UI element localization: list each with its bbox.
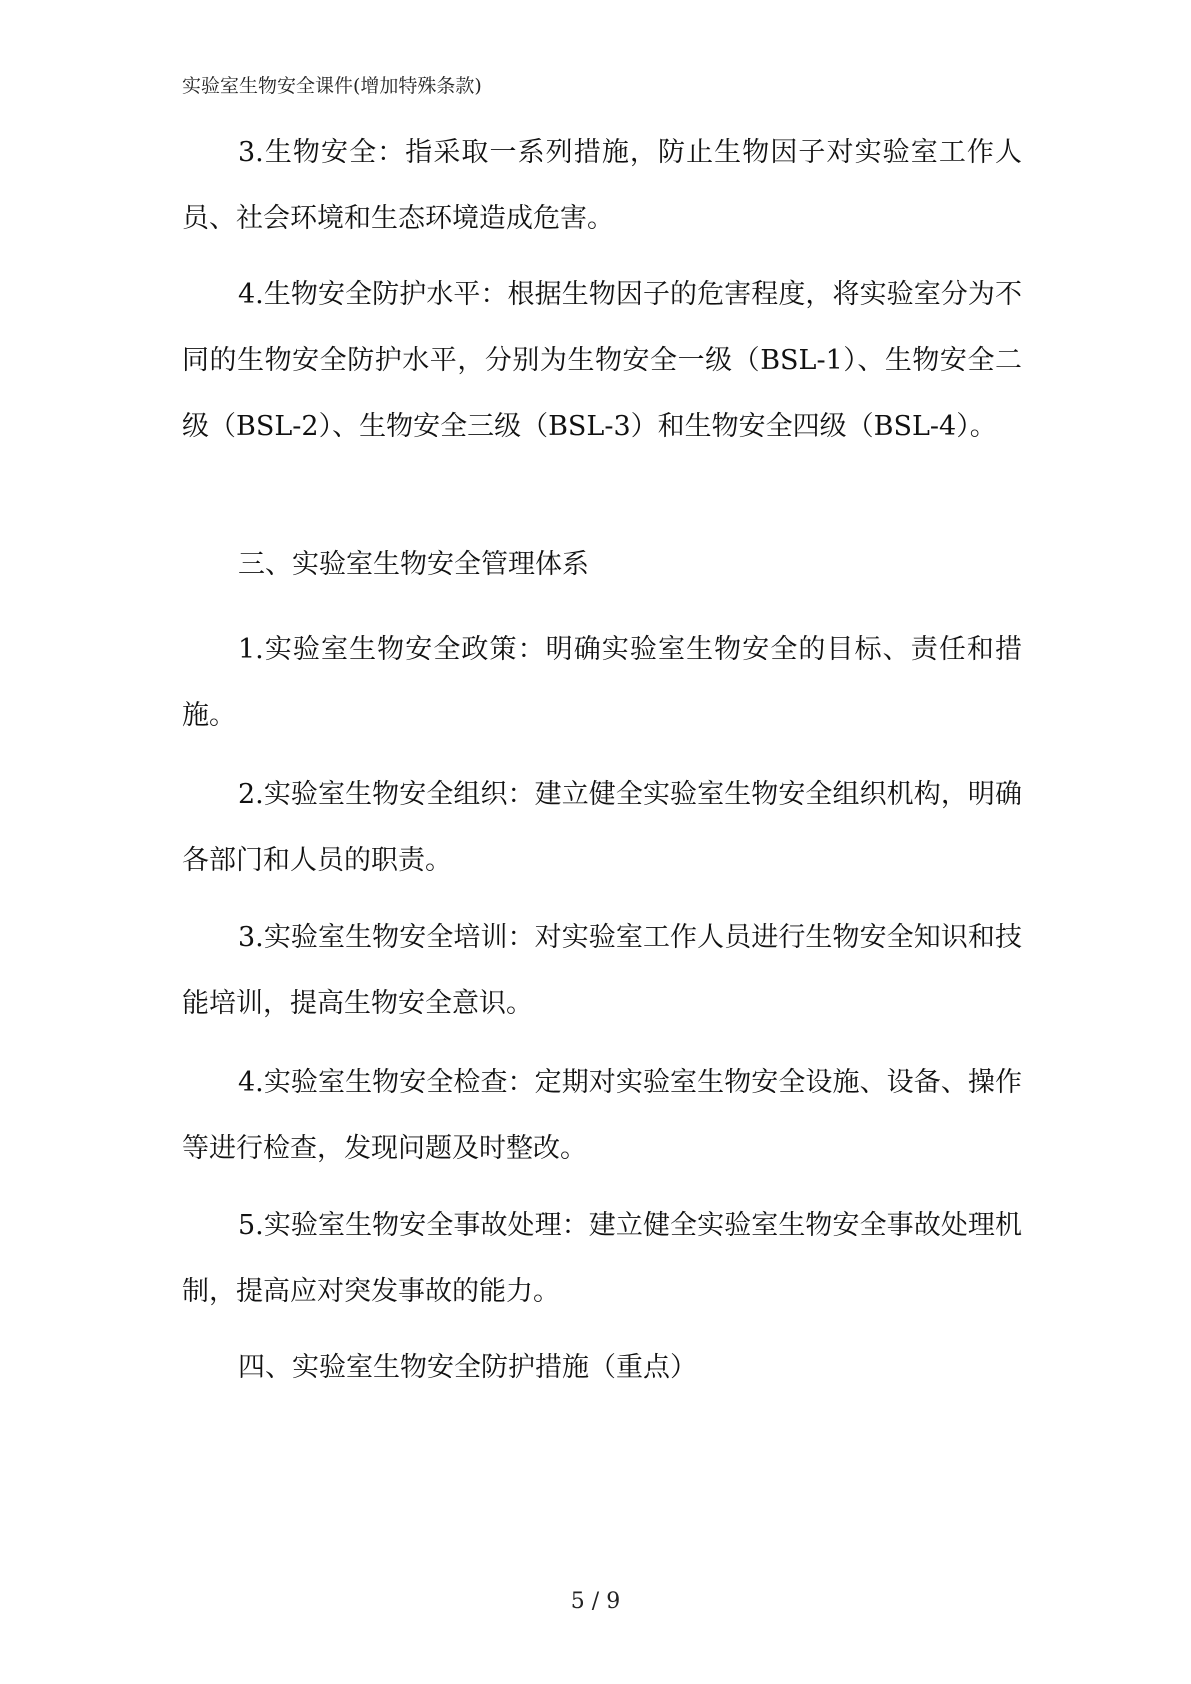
- paragraph-biosafety-definition: 3.生物安全：指采取一系列措施，防止生物因子对实验室工作人员、社会环境和生态环境造成危害。: [182, 137, 1022, 234]
- paragraph-accident-handling: 5.实验室生物安全事故处理：建立健全实验室生物安全事故处理机制，提高应对突发事故的能力。: [182, 1210, 1022, 1307]
- paragraph-inspection: 4.实验室生物安全检查：定期对实验室生物安全设施、设备、操作等进行检查，发现问题及时整改。: [182, 1067, 1022, 1164]
- section-heading-management-system: 三、实验室生物安全管理体系: [238, 549, 589, 580]
- page-number: 5 / 9: [570, 1589, 621, 1614]
- paragraph-organization: 2.实验室生物安全组织：建立健全实验室生物安全组织机构，明确各部门和人员的职责。: [182, 779, 1022, 876]
- paragraph-policy: 1.实验室生物安全政策：明确实验室生物安全的目标、责任和措施。: [182, 634, 1022, 731]
- section-heading-protection-measures: 四、实验室生物安全防护措施（重点）: [238, 1352, 697, 1383]
- paragraph-protection-levels: 4.生物安全防护水平：根据生物因子的危害程度，将实验室分为不同的生物安全防护水平，分别为生物安全一级（BSL-1）、生物安全二级（BSL-2）、生物安全三级（BSL-3）和生物安全四级（BSL-4）。: [182, 279, 1022, 442]
- paragraph-training: 3.实验室生物安全培训：对实验室工作人员进行生物安全知识和技能培训，提高生物安全意识。: [182, 922, 1022, 1019]
- running-header: 实验室生物安全课件(增加特殊条款): [182, 75, 482, 97]
